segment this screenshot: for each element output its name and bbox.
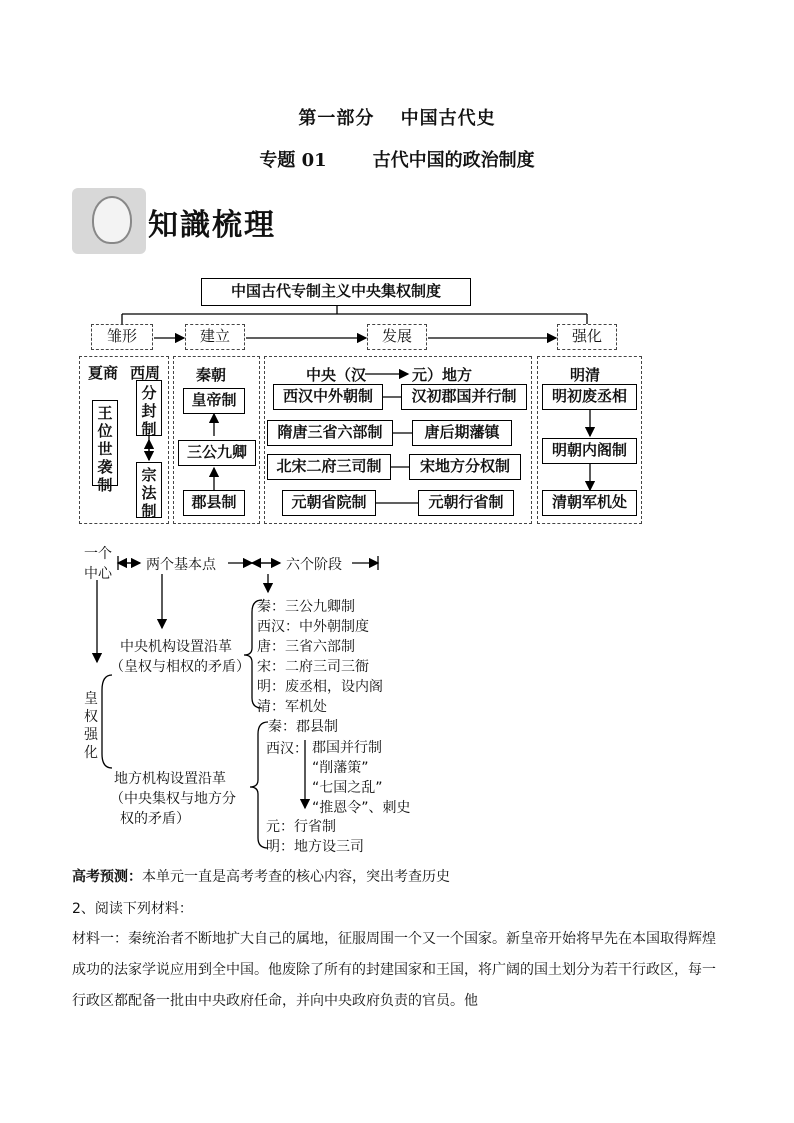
central-heading: 中央机构设置沿革 — [120, 639, 232, 655]
logo-text: 知識梳理 — [148, 208, 276, 243]
forecast-label: 高考预测： — [72, 869, 142, 885]
dev-left-3: 元朝省院制 — [282, 490, 376, 516]
label-center-b: 元）地方 — [412, 366, 473, 384]
forecast-text: 本单元一直是高考考查的核心内容，突出考查历史 — [142, 869, 450, 885]
central-sub: （皇权与相权的矛盾） — [110, 659, 250, 675]
center-label-a: 一个 — [84, 546, 112, 562]
page-part-title: 第一部分 中国古代史 — [298, 108, 496, 129]
wangwei-box: 王位世袭制 — [92, 400, 118, 486]
topic-number: 专题 01 — [259, 150, 327, 171]
material-1: 材料一：秦统治者不断地扩大自己的属地，征服周围一个又一个国家。新皇帝开始将早先在本国取得辉煌成功的法家学说应用到全中国。他废除了所有的封建国家和王国，将广阔的国土划分为若干行政区，每一行政区都配备一批由中央政府任命，并向中央政府负责的官员。他 — [72, 931, 716, 1009]
local-sub-b: 权的矛盾） — [120, 811, 190, 827]
local-xihan-items — [312, 738, 411, 818]
dev-right-3: 元朝行省制 — [418, 490, 514, 516]
junxian-box: 郡县制 — [183, 490, 245, 516]
xihan-item: 郡国并行制 — [312, 740, 382, 756]
center-label-b: 中心 — [84, 566, 112, 582]
label-mingqing: 明清 — [570, 366, 601, 384]
local-ming: 明：地方设三司 — [266, 839, 364, 855]
sangong-box: 三公九卿 — [178, 440, 256, 466]
strong-1: 明朝内阁制 — [542, 438, 637, 464]
local-xihan: 西汉： — [266, 741, 308, 757]
dev-left-1: 隋唐三省六部制 — [267, 420, 393, 446]
stage-embryo: 雏形 — [91, 324, 153, 350]
fenfeng-box: 分封制 — [136, 380, 162, 436]
stage-develop: 发展 — [367, 324, 427, 350]
xihan-item: “削藩策” — [312, 760, 369, 776]
central-item: 秦：三公九卿制 — [257, 599, 355, 615]
six-stages-label: 六个阶段 — [286, 557, 342, 573]
local-heading: 地方机构设置沿革 — [114, 771, 226, 787]
label-xiashang: 夏商 — [88, 364, 119, 382]
local-sub-a: （中央集权与地方分 — [110, 791, 236, 807]
dev-left-0: 西汉中外朝制 — [273, 384, 383, 410]
local-qin: 秦：郡县制 — [268, 719, 338, 735]
strong-2: 清朝军机处 — [542, 490, 637, 516]
central-item: 唐：三省六部制 — [257, 639, 355, 655]
dev-right-2: 宋地方分权制 — [409, 454, 521, 480]
central-item: 明：废丞相，设内阁 — [257, 679, 383, 695]
system-title-box: 中国古代专制主义中央集权制度 — [201, 278, 471, 306]
label-xizhou: 西周 — [130, 364, 161, 382]
central-item: 宋：二府三司三衙 — [257, 659, 369, 675]
stage-establish: 建立 — [185, 324, 245, 350]
question-2: 2、阅读下列材料： — [72, 901, 193, 917]
huangdi-box: 皇帝制 — [183, 388, 245, 414]
two-points-label: 两个基本点 — [146, 557, 216, 573]
label-center-a: 中央（汉 — [306, 366, 367, 384]
forecast-line — [72, 866, 450, 886]
local-yuan: 元：行省制 — [266, 819, 336, 835]
dev-left-2: 北宋二府三司制 — [267, 454, 391, 480]
strong-0: 明初废丞相 — [542, 384, 637, 410]
dev-right-1: 唐后期藩镇 — [412, 420, 512, 446]
dev-right-0: 汉初郡国并行制 — [401, 384, 527, 410]
zongfa-box: 宗法制 — [136, 462, 162, 518]
central-items — [257, 597, 383, 717]
central-item: 西汉：中外朝制度 — [257, 619, 369, 635]
topic-name: 古代中国的政治制度 — [372, 150, 535, 171]
xihan-item: “七国之乱” — [312, 780, 383, 796]
imperial-label: 皇权强化 — [84, 691, 98, 761]
stage-strengthen: 强化 — [557, 324, 617, 350]
central-item: 清：军机处 — [257, 699, 327, 715]
xihan-item: “推恩令”、刺史 — [312, 800, 411, 816]
label-qin: 秦朝 — [196, 366, 227, 384]
